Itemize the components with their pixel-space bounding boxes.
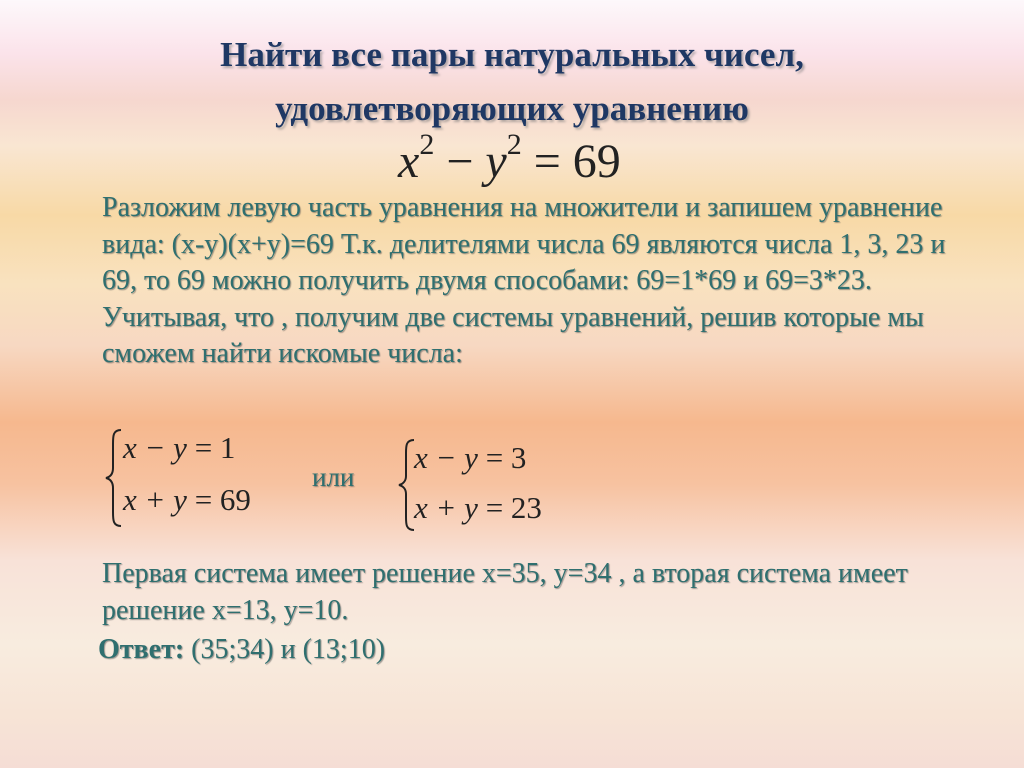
equation-x: x	[398, 135, 420, 188]
slide-title	[0, 28, 1024, 136]
system-2-row-1-rhs: = 3	[477, 440, 527, 475]
answer-value: (35;34) и (13;10)	[184, 634, 386, 665]
equation-y-exponent: 2	[506, 128, 522, 161]
equation-minus: −	[434, 135, 486, 188]
system-2-row-2-rhs: = 23	[477, 490, 542, 525]
answer-label: Ответ:	[98, 634, 185, 665]
system-2-row-1-lhs: x − y	[414, 440, 478, 475]
system-1-row-1-lhs: x − y	[123, 430, 187, 465]
system-1-row-2	[123, 482, 251, 518]
system-2-row-1	[414, 440, 526, 476]
system-1-row-2-rhs: = 69	[186, 482, 251, 517]
system-1-row-1-rhs: = 1	[186, 430, 236, 465]
title-line-2: удовлетворяющих уравнению	[275, 89, 749, 128]
answer-line	[98, 634, 385, 666]
brace-icon	[103, 428, 125, 528]
connector-text: или	[312, 462, 355, 492]
equation-system-1	[103, 428, 303, 528]
title-line-1: Найти все пары натуральных чисел,	[220, 35, 804, 74]
main-equation	[398, 128, 621, 189]
equation-system-2	[396, 438, 596, 538]
equation-y: y	[485, 135, 507, 188]
equation-x-exponent: 2	[419, 128, 435, 161]
system-2-row-2-lhs: x + y	[414, 490, 478, 525]
system-1-row-2-lhs: x + y	[123, 482, 187, 517]
explanation-paragraph: Разложим левую часть уравнения на множители и запишем уравнение вида: (х-у)(х+у)=69 Т.к. делителями числа 69 являются числа 1, 3, 23 и 69, то 69 можно получить двумя способами: 69=1*69 и 69=3*23. Учитывая, что , получим две системы уравнений, решив которые мы сможем найти искомые числа:	[102, 192, 946, 369]
system-2-row-2	[414, 490, 542, 526]
solution-paragraph: Первая система имеет решение х=35, у=34 , а вторая система имеет решение х=13, у=10.	[102, 558, 908, 626]
system-1-row-1	[123, 430, 235, 466]
equation-rhs: = 69	[521, 135, 621, 188]
